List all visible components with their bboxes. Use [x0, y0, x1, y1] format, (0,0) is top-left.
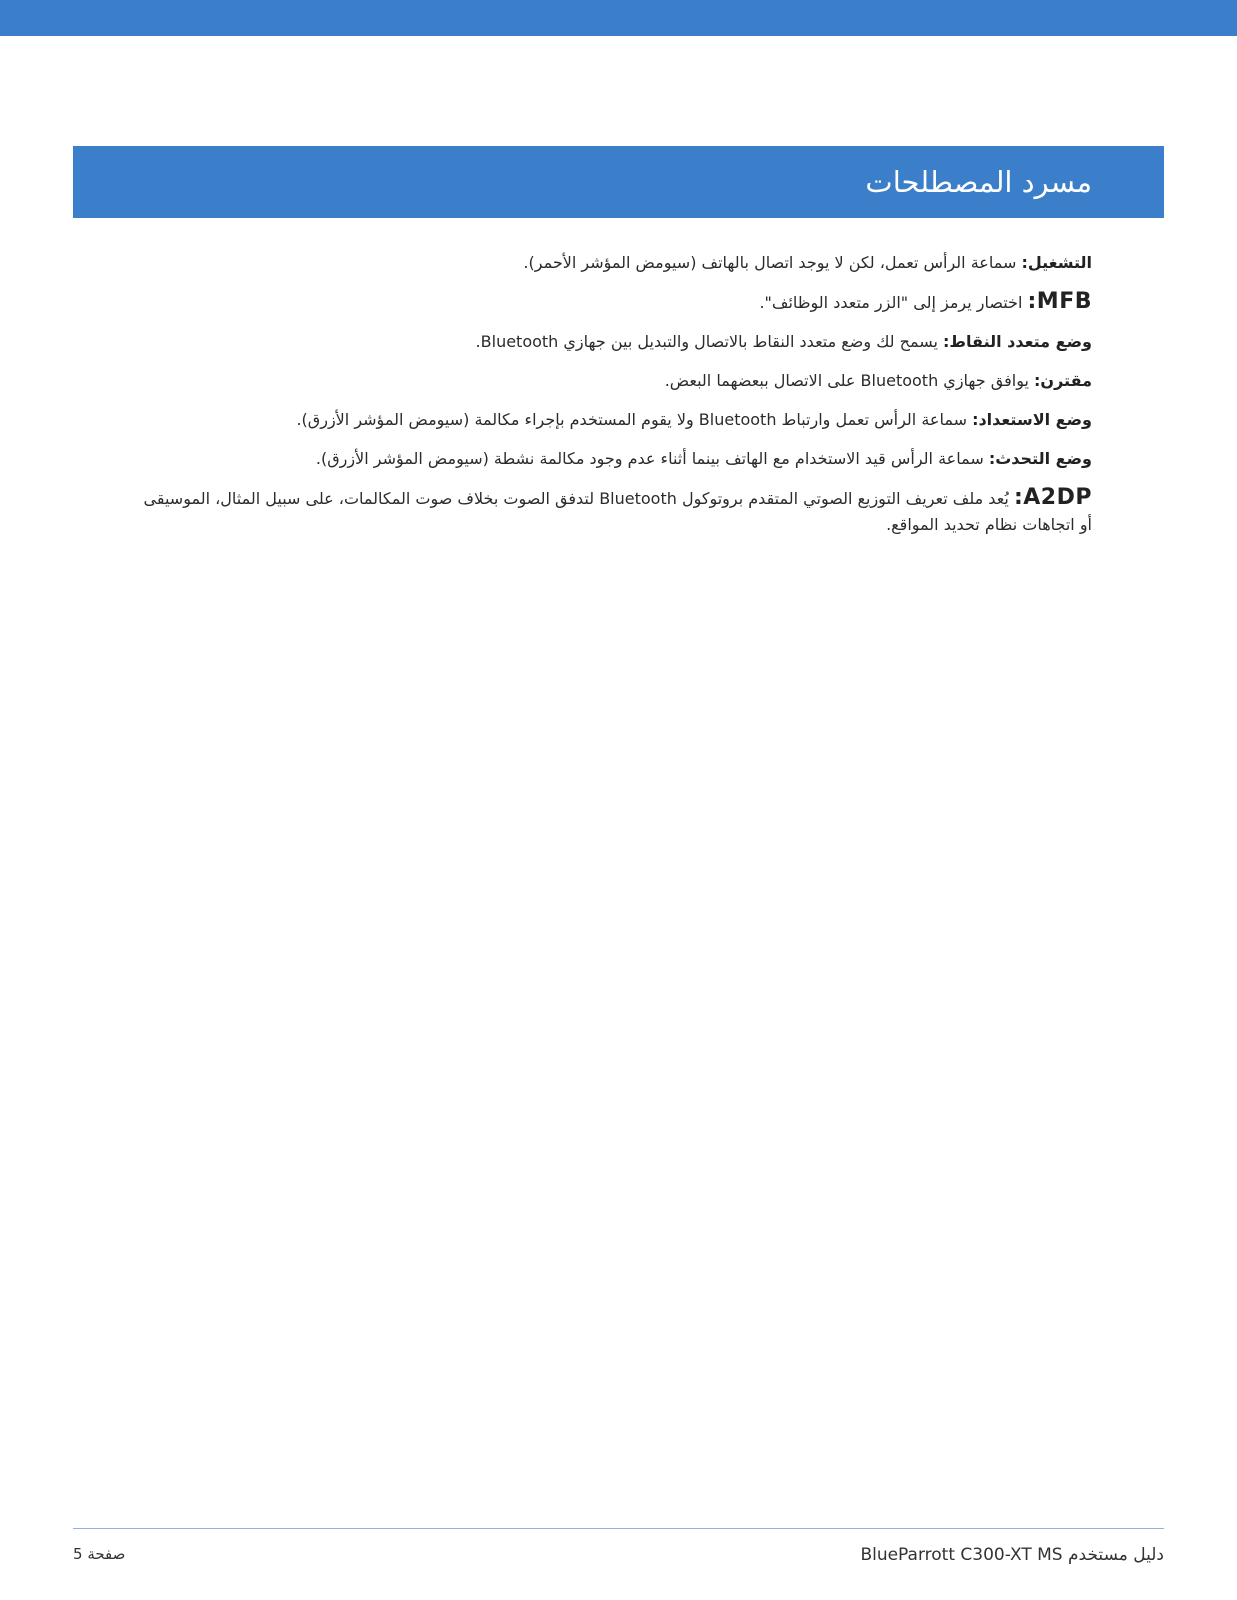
glossary-list: [130, 250, 1092, 551]
top-color-bar: [0, 0, 1237, 36]
glossary-entry-standby: [130, 407, 1092, 433]
glossary-definition: سماعة الرأس تعمل وارتباط Bluetooth ولا يقوم المستخدم بإجراء مكالمة (سيومض المؤشر الأزرق).: [296, 410, 973, 429]
glossary-definition: سماعة الرأس قيد الاستخدام مع الهاتف بينما أثناء عدم وجود مكالمة نشطة (سيومض المؤشر الأزرق).: [315, 449, 989, 468]
glossary-definition: يسمح لك وضع متعدد النقاط بالاتصال والتبديل بين جهازي Bluetooth.: [475, 332, 944, 351]
glossary-definition: اختصار يرمز إلى "الزر متعدد الوظائف".: [759, 293, 1028, 312]
glossary-term: وضع الاستعداد:: [972, 410, 1092, 429]
glossary-term: وضع متعدد النقاط:: [943, 332, 1092, 351]
glossary-term: التشغيل:: [1021, 253, 1092, 272]
glossary-entry-power-on: [130, 250, 1092, 276]
glossary-term: مقترن:: [1034, 371, 1092, 390]
glossary-definition: سماعة الرأس تعمل، لكن لا يوجد اتصال بالهاتف (سيومض المؤشر الأحمر).: [523, 253, 1022, 272]
document-title: دليل مستخدم BlueParrott C300-XT MS: [860, 1545, 1164, 1565]
glossary-definition: يُعد ملف تعريف التوزيع الصوتي المتقدم بروتوكول Bluetooth لتدفق الصوت بخلاف صوت المكالمات، على سبيل المثال، الموسيقى أو اتجاهات نظام تحديد المواقع.: [143, 489, 1092, 534]
glossary-entry-a2dp: [130, 485, 1092, 538]
glossary-entry-talk-mode: [130, 446, 1092, 472]
glossary-term: MFB:: [1027, 289, 1092, 314]
glossary-term: A2DP:: [1013, 485, 1092, 510]
footer-divider: [73, 1528, 1164, 1529]
page-number: صفحة 5: [73, 1545, 126, 1563]
glossary-definition: يوافق جهازي Bluetooth على الاتصال ببعضهما البعض.: [664, 371, 1035, 390]
glossary-term: وضع التحدث:: [988, 449, 1092, 468]
glossary-entry-paired: [130, 368, 1092, 394]
glossary-entry-multipoint: [130, 329, 1092, 355]
page-title: مسرد المصطلحات: [865, 165, 1092, 199]
glossary-entry-mfb: [130, 289, 1092, 316]
section-title-band: [73, 146, 1164, 218]
